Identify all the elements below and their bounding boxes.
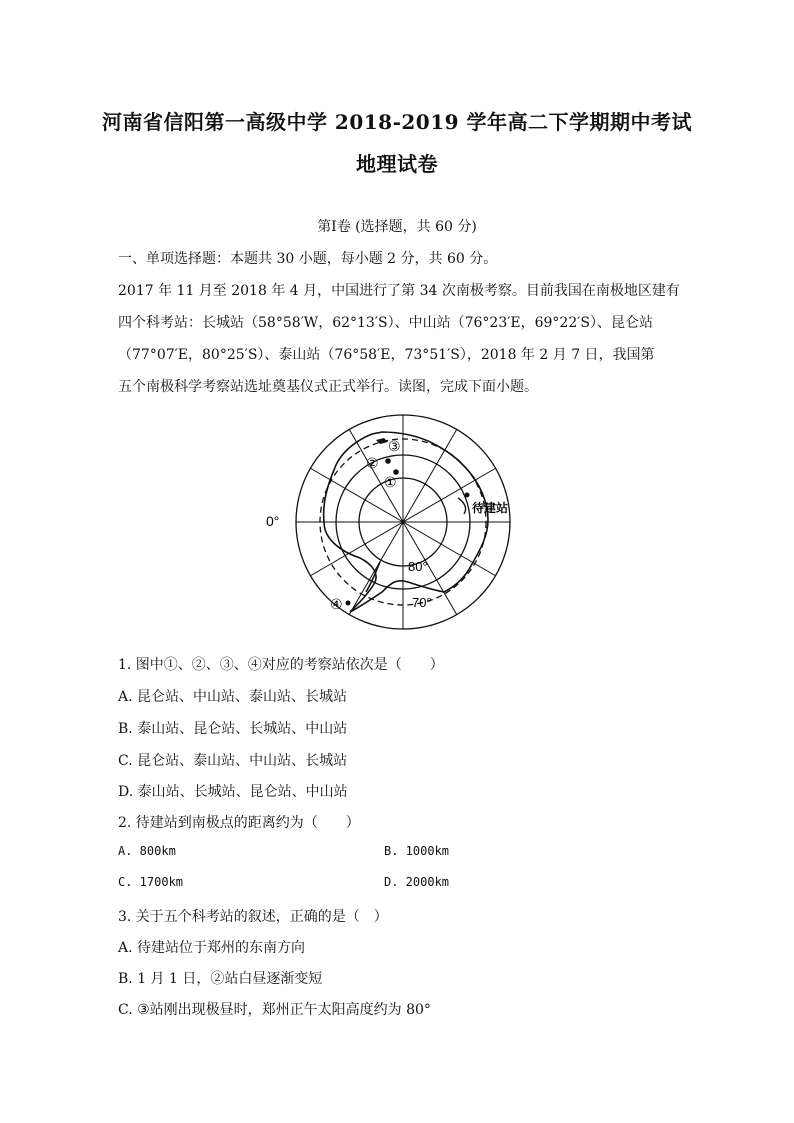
question-1-stem: 1. 图中①、②、③、④对应的考察站依次是（ ） bbox=[118, 657, 444, 673]
station-dot bbox=[385, 458, 391, 464]
marker-1: ① bbox=[384, 474, 397, 490]
question-3-option-b[interactable]: B. 1 月 1 日，②站白昼逐渐变短 bbox=[118, 971, 323, 987]
question-2-option-d[interactable]: D. 2000km bbox=[384, 875, 450, 889]
antarctica-polar-map bbox=[262, 412, 552, 632]
question-3-option-c[interactable]: C. ③站刚出现极昼时，郑州正午太阳高度约为 80° bbox=[118, 1002, 431, 1018]
label-new-station: 待建站 bbox=[472, 501, 509, 515]
passage-line: 2017 年 11 月至 2018 年 4 月，中国进行了第 34 次南极考察。目前我国在南极地区建有 bbox=[118, 283, 680, 299]
question-1-option-c[interactable]: C. 昆仑站、泰山站、中山站、长城站 bbox=[118, 753, 348, 769]
page-title: 河南省信阳第一高级中学 2018-2019 学年高二下学期期中考试 bbox=[101, 110, 693, 134]
label-80-degree: 80° bbox=[408, 559, 428, 574]
question-1-option-b[interactable]: B. 泰山站、昆仑站、长城站、中山站 bbox=[118, 721, 348, 737]
question-1-option-d[interactable]: D. 泰山站、长城站、昆仑站、中山站 bbox=[118, 784, 348, 800]
question-2-option-a[interactable]: A. 800km bbox=[118, 844, 176, 858]
coast-detail bbox=[458, 498, 466, 514]
marker-2: ② bbox=[366, 455, 379, 471]
marker-3: ③ bbox=[388, 438, 401, 454]
label-0-degree: 0° bbox=[266, 513, 280, 529]
new-station-dot bbox=[465, 493, 470, 498]
page-subtitle: 地理试卷 bbox=[356, 152, 438, 176]
peninsula bbox=[366, 562, 380, 592]
section-heading: 第Ⅰ卷 (选择题，共 60 分) bbox=[317, 219, 477, 235]
question-1-option-a[interactable]: A. 昆仑站、中山站、泰山站、长城站 bbox=[118, 689, 348, 705]
label-70-degree: 70° bbox=[412, 595, 432, 610]
question-2-option-c[interactable]: C. 1700km bbox=[118, 875, 184, 889]
passage-line: 五个南极科学考察站选址奠基仪式正式举行。读图，完成下面小题。 bbox=[118, 379, 538, 395]
question-2-stem: 2. 待建站到南极点的距离约为（ ） bbox=[118, 815, 360, 831]
question-3-stem: 3. 关于五个科考站的叙述，正确的是（ ） bbox=[118, 909, 388, 925]
passage-line: （77°07′E，80°25′S）、泰山站（76°58′E，73°51′S），2018 年 2 月 7 日，我国第 bbox=[118, 347, 655, 363]
passage-line: 四个科考站：长城站（58°58′W，62°13′S）、中山站（76°23′E，69°22′S）、昆仑站 bbox=[118, 315, 654, 331]
question-2-option-b[interactable]: B. 1000km bbox=[384, 844, 450, 858]
question-3-option-a[interactable]: A. 待建站位于郑州的东南方向 bbox=[118, 940, 306, 956]
marker-4: ④ bbox=[330, 596, 343, 612]
section-instruction: 一、单项选择题：本题共 30 小题，每小题 2 分，共 60 分。 bbox=[118, 251, 498, 267]
station-dot bbox=[346, 601, 351, 606]
